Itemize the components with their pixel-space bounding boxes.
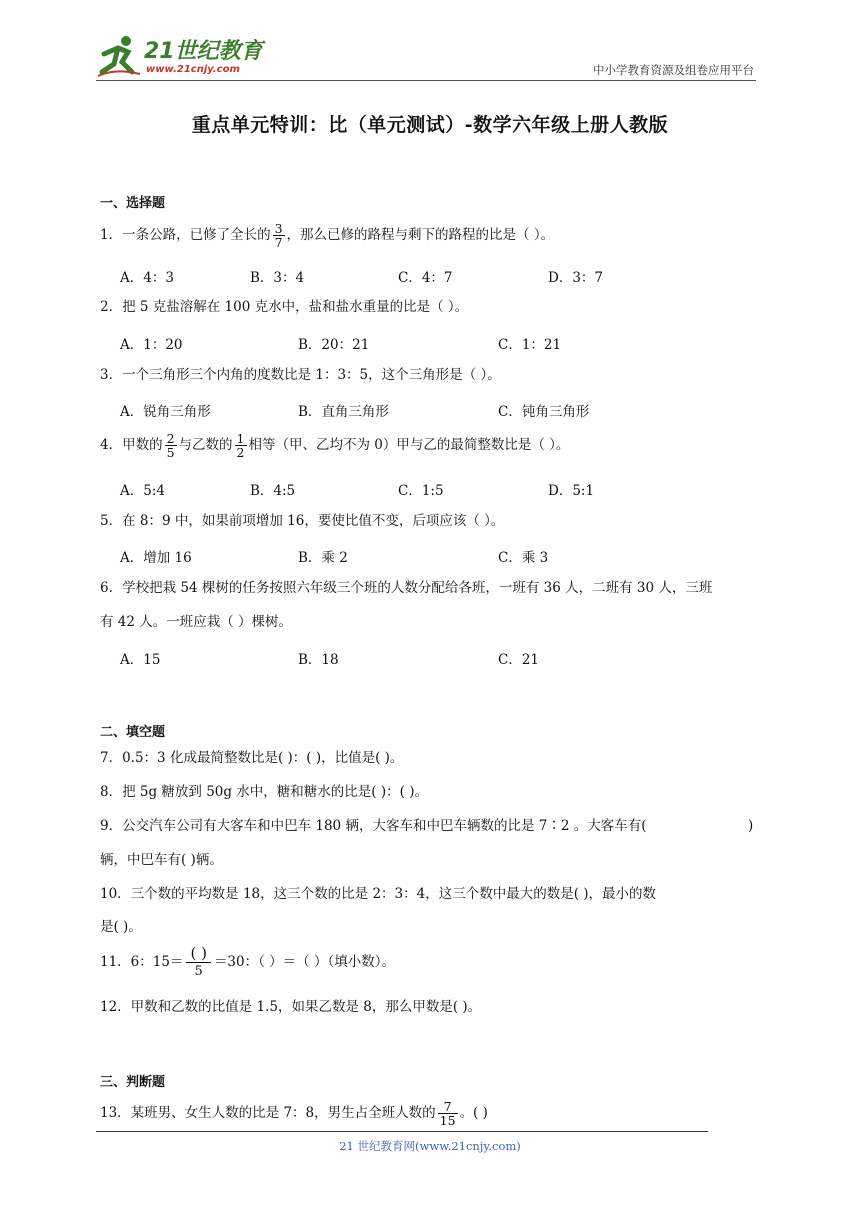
q1-option-c[interactable]: C．4：7	[398, 270, 453, 286]
q1-option-a[interactable]: A．4：3	[120, 270, 174, 286]
footer-divider	[96, 1131, 708, 1132]
question-13	[100, 1100, 488, 1127]
q5-option-c[interactable]: C．乘 3	[498, 550, 549, 566]
q6-option-a[interactable]: A．15	[120, 652, 161, 668]
q1-text: 1．一条公路，已修了全长的	[100, 227, 271, 243]
q1-text-end: ，那么已修的路程与剩下的路程的比是（ ）。	[286, 227, 555, 243]
page-title: 重点单元特训：比（单元测试）-数学六年级上册人教版	[191, 114, 669, 136]
question-3: 3．一个三角形三个内角的度数比是 1：3：5，这个三角形是（ ）。	[100, 367, 501, 383]
q4-text: 4．甲数的	[100, 437, 163, 453]
question-9-line1-end: )	[748, 818, 754, 834]
frac-denominator: 5	[166, 445, 175, 460]
logo-main-text: 21世纪教育	[144, 39, 263, 64]
q4-fraction-2	[235, 432, 247, 459]
question-5: 5．在 8：9 中，如果前项增加 16，要使比值不变，后项应该（ ）。	[100, 513, 505, 529]
q5-option-b[interactable]: B．乘 2	[298, 550, 348, 566]
frac-numerator: 7	[438, 1100, 458, 1114]
q13-text: 13．某班男、女生人数的比是 7：8，男生占全班人数的	[100, 1105, 436, 1121]
question-11	[100, 944, 395, 981]
question-12: 12．甲数和乙数的比值是 1.5，如果乙数是 8，那么甲数是( )。	[100, 999, 482, 1015]
q6-option-b[interactable]: B．18	[298, 652, 339, 668]
q4-text-end: 相等（甲、乙均不为 0）甲与乙的最简整数比是（ ）。	[248, 437, 570, 453]
q1-option-d[interactable]: D．3：7	[548, 270, 604, 286]
q11-text: 11．6：15＝	[100, 954, 184, 970]
q4-text-mid: 与乙数的	[178, 437, 233, 453]
q2-option-a[interactable]: A．1：20	[120, 337, 183, 353]
q3-option-a[interactable]: A．锐角三角形	[120, 404, 211, 420]
q4-option-c[interactable]: C．1:5	[398, 483, 444, 499]
frac-denominator: 15	[439, 1113, 456, 1128]
q4-option-d[interactable]: D．5:1	[548, 483, 595, 499]
logo	[96, 34, 266, 82]
question-6-line2: 有 42 人。一班应栽（ ）棵树。	[100, 614, 293, 630]
question-1	[100, 222, 554, 249]
header-divider	[96, 80, 756, 81]
logo-sub-text: www.21cnjy.com	[146, 64, 240, 75]
section-judge: 三、判断题	[100, 1075, 166, 1090]
q11-fraction	[186, 944, 210, 981]
q3-option-c[interactable]: C．钝角三角形	[498, 404, 590, 420]
frac-numerator: 1	[236, 431, 245, 446]
question-10-line2: 是( )。	[100, 919, 142, 935]
frac-denominator: 5	[194, 964, 203, 979]
question-8: 8．把 5g 糖放到 50g 水中，糖和糖水的比是( )：( )。	[100, 784, 428, 800]
question-4	[100, 432, 569, 459]
q3-option-b[interactable]: B．直角三角形	[298, 404, 389, 420]
section-choice: 一、选择题	[100, 196, 166, 211]
q4-option-b[interactable]: B．4:5	[250, 483, 296, 499]
q6-option-c[interactable]: C．21	[498, 652, 540, 668]
q13-text-end: 。( )	[459, 1105, 488, 1121]
frac-numerator: 2	[166, 431, 175, 446]
header-platform-text: 中小学教育资源及组卷应用平台	[593, 63, 754, 77]
q11-text-end: ＝30：（ ）＝（ ）（填小数）。	[213, 954, 395, 970]
q1-fraction	[273, 222, 285, 249]
question-7: 7．0.5：3 化成最简整数比是( )：( )，比值是( )。	[100, 750, 404, 766]
question-9-line1: 9．公交汽车公司有大客车和中巴车 180 辆，大客车和中巴车辆数的比是 7∶2 。大客车有(	[100, 818, 647, 834]
question-2: 2．把 5 克盐溶解在 100 克水中，盐和盐水重量的比是（ ）。	[100, 299, 469, 315]
q4-option-a[interactable]: A．5:4	[120, 483, 165, 499]
section-fill: 二、填空题	[100, 725, 166, 740]
runner-logo-icon	[96, 34, 142, 78]
question-9-line2: 辆，中巴车有( )辆。	[100, 852, 223, 868]
q4-fraction-1	[165, 432, 177, 459]
question-6-line1: 6．学校把栽 54 棵树的任务按照六年级三个班的人数分配给各班，一班有 36 人，二班有 30 人，三班	[100, 580, 713, 596]
q1-option-b[interactable]: B．3：4	[250, 270, 305, 286]
footer-text[interactable]: 21 世纪教育网(www.21cnjy.com)	[339, 1139, 521, 1153]
frac-numerator: 3	[274, 221, 283, 236]
q13-fraction	[438, 1100, 458, 1127]
q2-option-c[interactable]: C．1：21	[498, 337, 562, 353]
question-10-line1: 10．三个数的平均数是 18，这三个数的比是 2：3：4，这三个数中最大的数是( )，最小的数	[100, 886, 657, 902]
q2-option-b[interactable]: B．20：21	[298, 337, 370, 353]
q5-option-a[interactable]: A．增加 16	[120, 550, 192, 566]
frac-denominator: 2	[236, 445, 245, 460]
frac-numerator-blank[interactable]: ( )	[186, 944, 210, 963]
frac-denominator: 7	[274, 235, 283, 250]
